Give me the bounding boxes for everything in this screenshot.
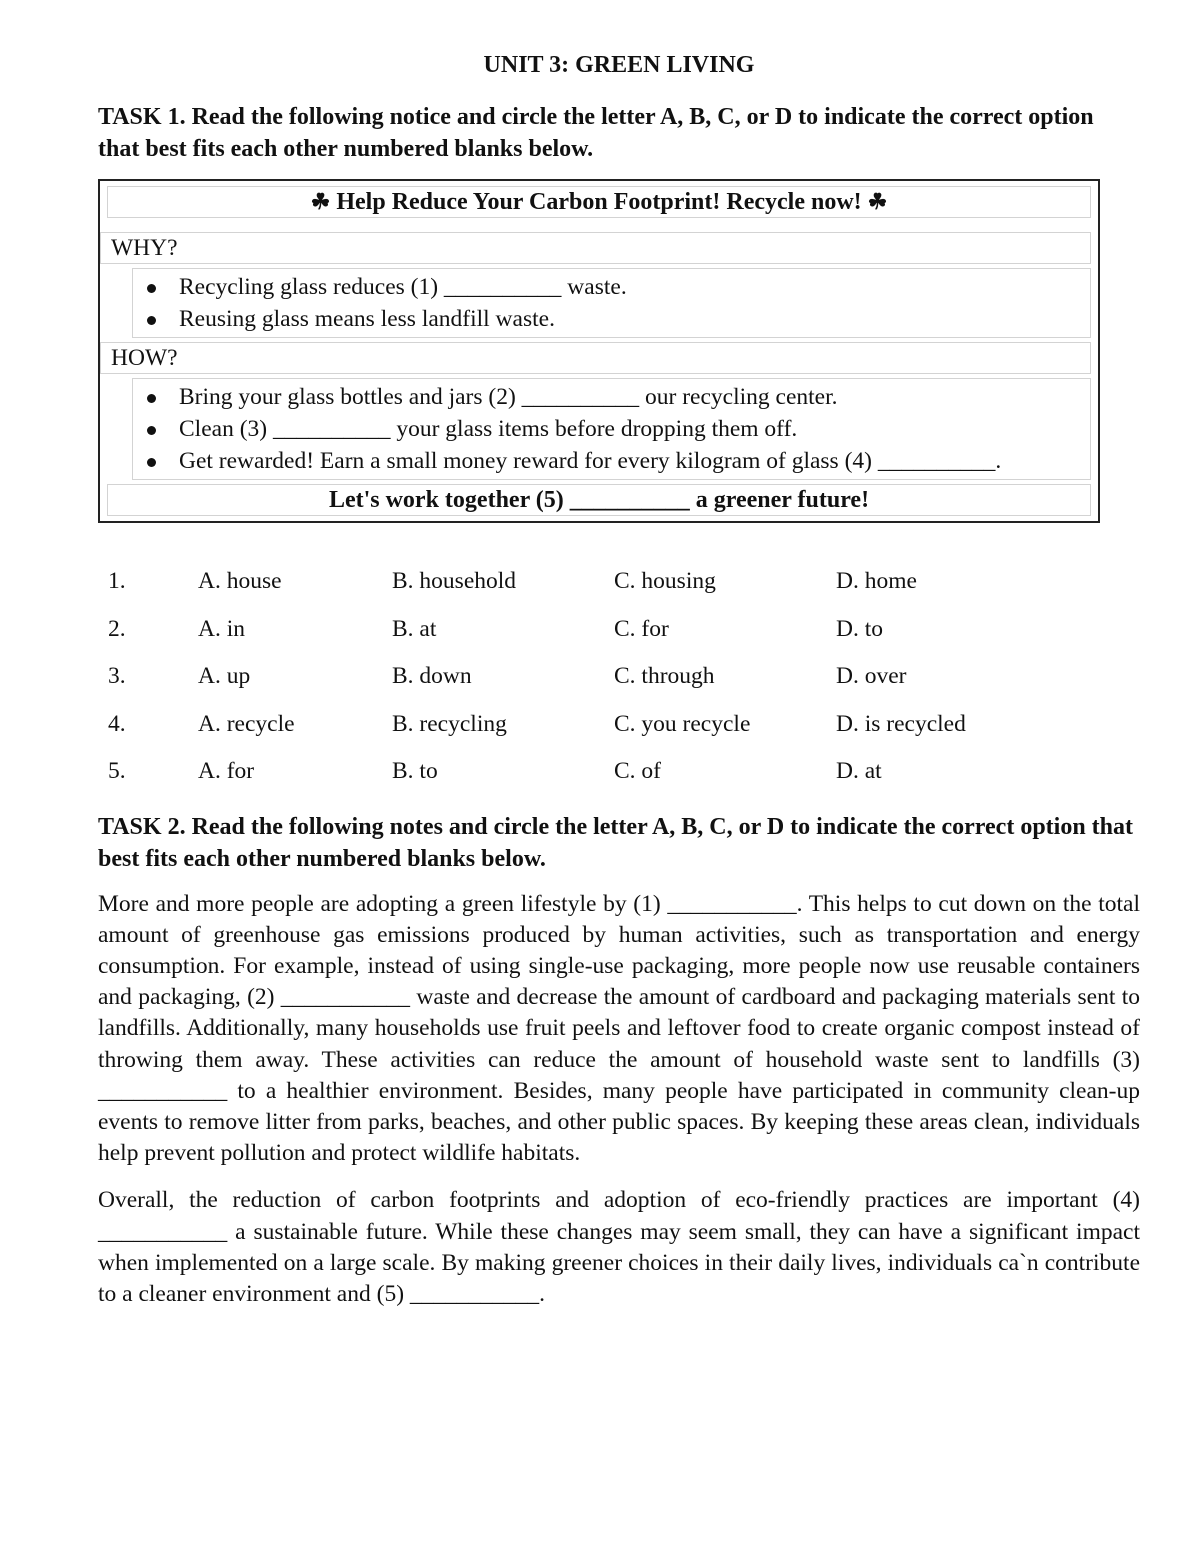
bullet-icon [147,458,156,467]
option-row [98,615,1140,663]
unit-title: UNIT 3: GREEN LIVING [483,52,755,78]
option-d[interactable]: D. over [836,663,907,689]
option-c[interactable]: C. you recycle [614,710,751,737]
notice-headline-row [107,186,1091,218]
option-d[interactable]: D. home [836,568,917,594]
option-d[interactable]: D. at [836,758,882,784]
why-label: WHY? [100,232,1091,264]
task1-heading: TASK 1. Read the following notice and circle the letter A, B, C, or D to indicate the correct option that best fits each other numbered blanks below. [98,104,1094,162]
option-row [98,567,1140,615]
worksheet-page [98,50,1140,1310]
option-a[interactable]: A. house [198,568,282,594]
option-a[interactable]: A. in [198,615,245,642]
option-row [98,710,1140,758]
task2-paragraph-2: Overall, the reduction of carbon footprints and adoption of eco-friendly practices are important (4) ___________ a sustainable future. While these changes may seem small, they can have a significant impact when implemented on a large scale. By making greener choices in their daily lives, individuals ca`n contribute to a cleaner environment and (5) ___________. [98,1187,1140,1307]
list-item: Bring your glass bottles and jars (2) __________ our recycling center. [133,381,1090,413]
task2-heading: TASK 2. Read the following notes and circle the letter A, B, C, or D to indicate the correct option that best fits each other numbered blanks below. [98,813,1133,872]
leaf-icon: ☘ [310,189,331,214]
question-number: 3. [108,663,126,689]
bullet-icon [147,426,156,435]
task2-paragraph-1: More and more people are adopting a green lifestyle by (1) ___________. This helps to cut down on the total amount of greenhouse gas emissions produced by human activities, such as transportation and energy consumption. For example, instead of using single-use packaging, more people now use reusable containers and packaging, (2) ___________ waste and decrease the amount of cardboard and packaging materials sent to landfills. Additionally, many households use fruit peels and leftover food to create organic compost instead of throwing them away. These activities can reduce the amount of household waste sent to landfills (3) ___________ to a healthier environment. Besides, many people have participated in community clean-up events to remove litter from parks, beaches, and other public spaces. By keeping these areas clean, individuals help prevent pollution and protect wildlife habitats. [98,890,1140,1167]
notice-footer: Let's work together (5) __________ a greener future! [107,484,1091,516]
question-number: 2. [108,615,126,642]
option-d[interactable]: D. is recycled [836,710,966,737]
how-label: HOW? [100,342,1091,374]
option-a[interactable]: A. up [198,663,251,689]
bullet-icon [147,284,156,293]
option-c[interactable]: C. housing [614,568,716,594]
bullet-icon [147,316,156,325]
option-d[interactable]: D. to [836,615,883,642]
notice-box [98,179,1100,523]
bullet-icon [147,394,156,403]
list-item: Clean (3) __________ your glass items before dropping them off. [133,413,1090,445]
option-b[interactable]: B. to [392,758,438,784]
list-item: Reusing glass means less landfill waste. [133,303,1090,335]
option-a[interactable]: A. recycle [198,710,295,737]
option-b[interactable]: B. down [392,663,472,689]
option-a[interactable]: A. for [198,758,255,784]
question-number: 4. [108,710,126,737]
option-b[interactable]: B. household [392,568,517,594]
question-number: 1. [108,568,126,594]
leaf-icon: ☘ [867,189,888,214]
option-b[interactable]: B. at [392,615,437,642]
notice-headline: Help Reduce Your Carbon Footprint! Recycle now! [336,189,862,215]
option-c[interactable]: C. for [614,615,669,642]
how-list [132,378,1091,480]
option-c[interactable]: C. of [614,758,661,784]
option-c[interactable]: C. through [614,663,715,689]
option-b[interactable]: B. recycling [392,710,507,737]
list-item: Get rewarded! Earn a small money reward for every kilogram of glass (4) __________. [133,445,1090,477]
list-item: Recycling glass reduces (1) __________ waste. [133,271,1090,303]
option-row [98,662,1140,710]
question-number: 5. [108,758,126,784]
option-row [98,757,1140,805]
answer-options [98,567,1140,805]
why-list [132,268,1091,338]
